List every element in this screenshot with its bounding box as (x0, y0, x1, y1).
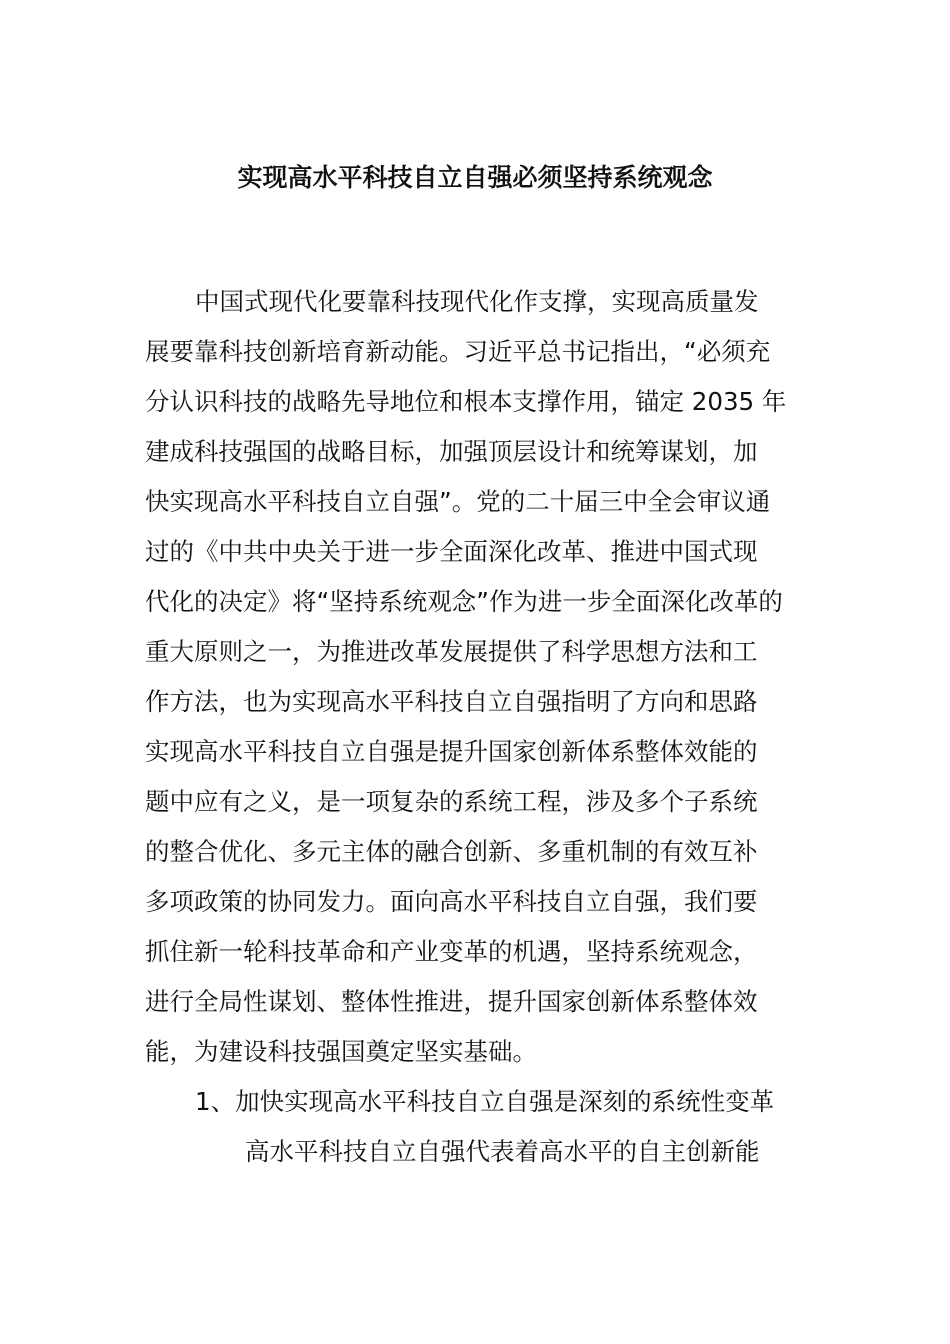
paragraph-line: 分认识科技的战略先导地位和根本支撑作用，锚定 2035 年 (145, 387, 787, 416)
paragraph-line: 题中应有之义，是一项复杂的系统工程，涉及多个子系统 (145, 787, 758, 816)
paragraph-line: 过的《中共中央关于进一步全面深化改革、推进中国式现 (145, 537, 758, 566)
paragraph-line: 展要靠科技创新培育新动能。习近平总书记指出，“必须充 (145, 337, 771, 366)
paragraph-line: 建成科技强国的战略目标，加强顶层设计和统筹谋划，加 (145, 437, 758, 466)
document-title: 实现高水平科技自立自强必须坚持系统观念 (237, 163, 713, 192)
paragraph-line: 快实现高水平科技自立自强”。党的二十届三中全会审议通 (145, 487, 771, 516)
paragraph-line: 中国式现代化要靠科技现代化作支撑，实现高质量发 (195, 287, 759, 316)
paragraph-line: 代化的决定》将“坚持系统观念”作为进一步全面深化改革的 (145, 587, 783, 616)
paragraph-line: 能，为建设科技强国奠定坚实基础。 (145, 1037, 537, 1066)
paragraph-line: 多项政策的协同发力。面向高水平科技自立自强，我们要 (145, 887, 758, 916)
paragraph-line: 的整合优化、多元主体的融合创新、多重机制的有效互补 (145, 837, 758, 866)
paragraph-line: 高水平科技自立自强代表着高水平的自主创新能 (245, 1137, 760, 1166)
section-heading: 1、加快实现高水平科技自立自强是深刻的系统性变革 (195, 1087, 775, 1116)
paragraph-line: 实现高水平科技自立自强是提升国家创新体系整体效能的 (145, 737, 758, 766)
paragraph-line: 重大原则之一，为推进改革发展提供了科学思想方法和工 (145, 637, 758, 666)
paragraph-line: 作方法，也为实现高水平科技自立自强指明了方向和思路 (145, 687, 758, 716)
paragraph-line: 进行全局性谋划、整体性推进，提升国家创新体系整体效 (145, 987, 758, 1016)
paragraph-line: 抓住新一轮科技革命和产业变革的机遇，坚持系统观念， (145, 937, 758, 966)
